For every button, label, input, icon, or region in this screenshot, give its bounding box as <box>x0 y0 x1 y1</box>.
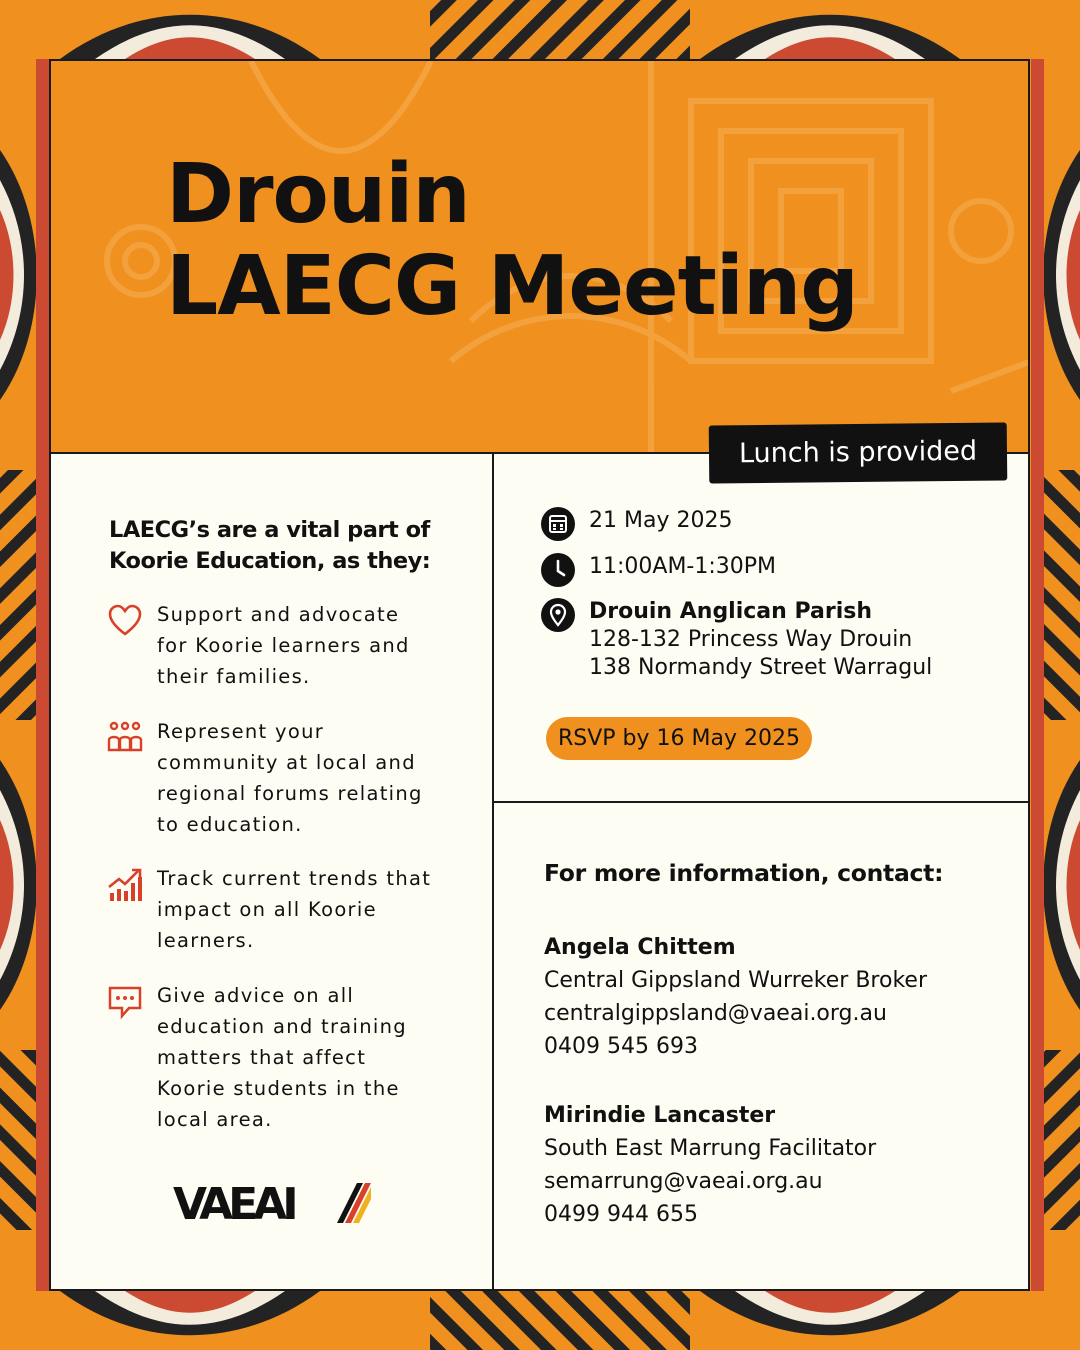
title-line-2: LAECG Meeting <box>166 239 858 334</box>
contact-card <box>544 931 1014 1063</box>
header-panel <box>51 61 1028 454</box>
event-address <box>589 598 932 682</box>
venue-name: Drouin Anglican Parish <box>589 599 873 624</box>
lunch-badge: Lunch is provided <box>709 422 1008 483</box>
rsvp-badge: RSVP by 16 May 2025 <box>546 717 812 760</box>
event-date-text: 21 May 2025 <box>589 508 733 533</box>
vaeai-logo <box>173 1175 371 1227</box>
logo-wordmark: VAEAI <box>173 1179 294 1227</box>
calendar-icon <box>541 507 575 541</box>
contact-role: Central Gippsland Wurreker Broker <box>544 968 927 993</box>
trend-chart-icon <box>107 867 143 903</box>
list-item <box>107 863 437 956</box>
event-time <box>541 553 776 581</box>
page-title <box>166 149 858 333</box>
column-divider <box>492 454 494 1291</box>
section-divider <box>494 801 1030 803</box>
intro-heading: LAECG’s are a vital part of Koorie Education, as they: <box>109 517 431 574</box>
point-text: Represent your community at local and regional forums relating to education. <box>157 720 423 836</box>
contact-name: Angela Chittem <box>544 935 736 960</box>
community-icon <box>107 720 143 756</box>
event-location <box>541 598 932 682</box>
address-line-1: 128-132 Princess Way Drouin <box>589 627 913 652</box>
contact-phone[interactable]: 0499 944 655 <box>544 1202 698 1227</box>
contact-email[interactable]: semarrung@vaeai.org.au <box>544 1169 823 1194</box>
flyer-card <box>49 59 1030 1291</box>
list-item <box>107 599 437 692</box>
contact-heading: For more information, contact: <box>544 859 944 887</box>
list-item <box>107 716 437 840</box>
point-text: Support and advocate for Koorie learners and their families. <box>157 603 410 688</box>
contact-phone[interactable]: 0409 545 693 <box>544 1034 698 1059</box>
contact-email[interactable]: centralgippsland@vaeai.org.au <box>544 1001 887 1026</box>
contact-role: South East Marrung Facilitator <box>544 1136 877 1161</box>
contact-card <box>544 1099 1014 1231</box>
heart-icon <box>107 603 143 639</box>
contact-name: Mirindie Lancaster <box>544 1103 776 1128</box>
point-text: Give advice on all education and training matters that affect Koorie students in the local area. <box>157 984 407 1131</box>
clock-icon <box>541 553 575 587</box>
address-line-2: 138 Normandy Street Warragul <box>589 655 933 680</box>
point-text: Track current trends that impact on all Koorie learners. <box>157 867 432 952</box>
list-item <box>107 980 437 1135</box>
title-line-1: Drouin <box>166 147 470 242</box>
location-pin-icon <box>541 598 575 632</box>
event-date <box>541 507 732 535</box>
event-time-text: 11:00AM-1:30PM <box>589 554 777 579</box>
speech-bubble-icon <box>107 984 143 1020</box>
